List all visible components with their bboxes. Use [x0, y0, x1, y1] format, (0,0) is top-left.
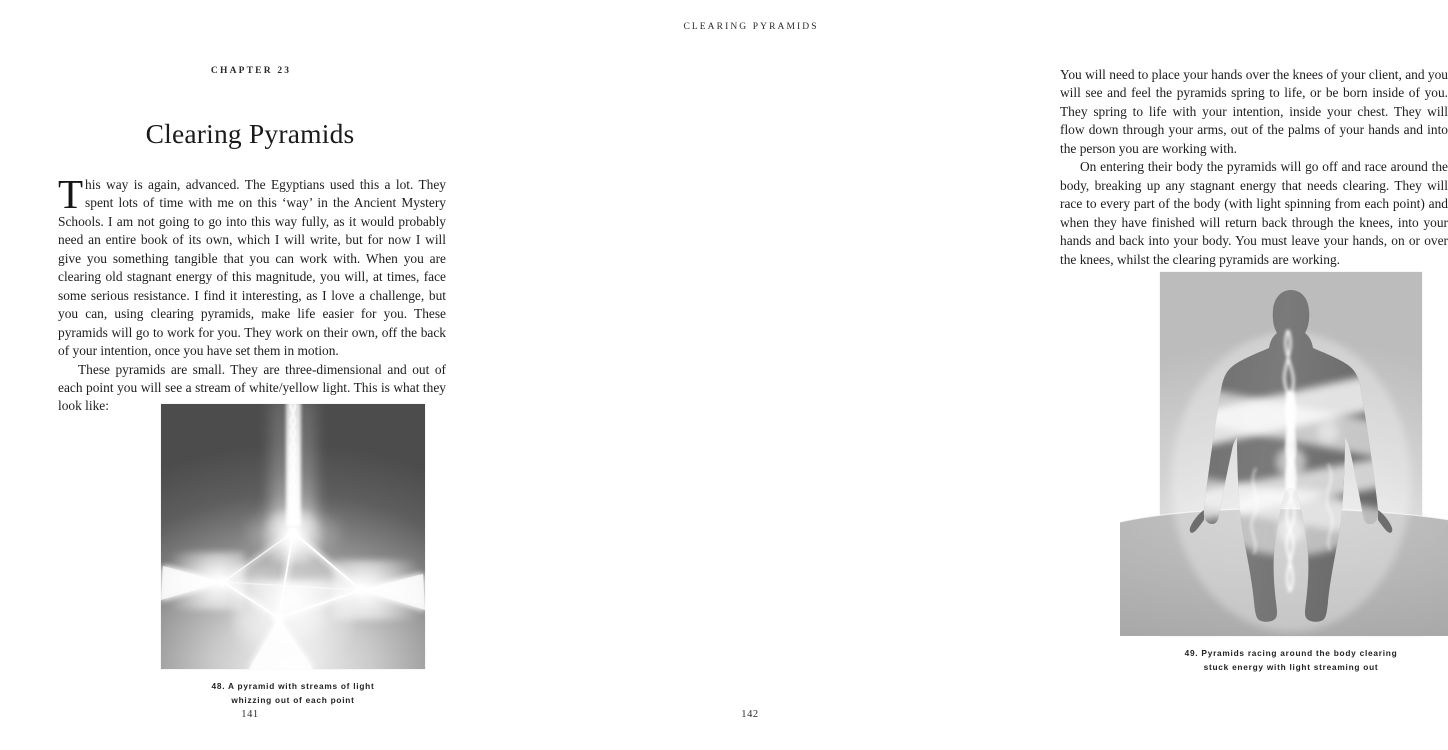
figure-48: [161, 404, 425, 707]
paragraph-text: his way is again, advanced. The Egyptians used this a lot. They spent lots of time with me on this ‘way’ in the Ancient Mystery Schools. I am not going to go into this way fully, as it would probably need an entire book of its own, which I will write, but for now I will give you something tangible that you can work with. When you are clearing old stagnant energy of this magnitude, you will, at times, face some serious resistance. I find it interesting, as I love a challenge, but you can, using clearing pyramids, make life easier for you. These pyramids will go to work for you. They work on their own, off the back of your intention, once you have set them in motion.: [58, 177, 446, 359]
figure-49-caption: [1160, 647, 1422, 674]
page-number-left: 141: [241, 709, 259, 720]
right-body-text: [1060, 66, 1448, 269]
page-number-right: 142: [741, 709, 759, 720]
caption-line: 48. A pyramid with streams of light: [211, 681, 375, 691]
figure-49: [1160, 272, 1422, 674]
paragraph: [1060, 66, 1448, 158]
pyramid-illustration: [161, 404, 425, 669]
figure-48-caption: [161, 680, 425, 707]
caption-line: 49. Pyramids racing around the body clearing: [1184, 648, 1398, 658]
figure-48-image: [161, 404, 425, 669]
caption-line: whizzing out of each point: [231, 694, 355, 705]
right-page: [500, 0, 1448, 750]
left-body-text: [58, 171, 446, 416]
paragraph-text: These pyramids are small. They are three-dimensional and out of each point you will see a stream of white/yellow light. This is what they look like:: [58, 361, 446, 414]
drop-cap: T: [58, 171, 84, 217]
body-illustration: [1160, 272, 1422, 636]
chapter-title: Clearing Pyramids: [145, 118, 355, 150]
caption-line: stuck energy with light streaming out: [1203, 661, 1379, 672]
paragraph: [58, 171, 446, 361]
chapter-label: CHAPTER 23: [210, 66, 292, 76]
figure-49-image: [1160, 272, 1422, 636]
paragraph: [1060, 158, 1448, 269]
left-page: [0, 0, 500, 750]
paragraph-text: You will need to place your hands over the knees of your client, and you will see and feel the pyramids spring to life, or be born inside of you. They spring to life with your intention, inside your chest. They will flow down through your arms, out of the palms of your hands and into the person you are working with.: [1060, 67, 1448, 156]
paragraph-text: On entering their body the pyramids will go off and race around the body, breaking up any stagnant energy that needs clearing. They will race to every part of the body (with light spinning from each point) and when they have finished will return back through the knees, into your hands and back into your body. You must leave your hands, on or over the knees, whilst the clearing pyramids are working.: [1060, 159, 1448, 267]
running-head: CLEARING PYRAMIDS: [683, 22, 819, 32]
